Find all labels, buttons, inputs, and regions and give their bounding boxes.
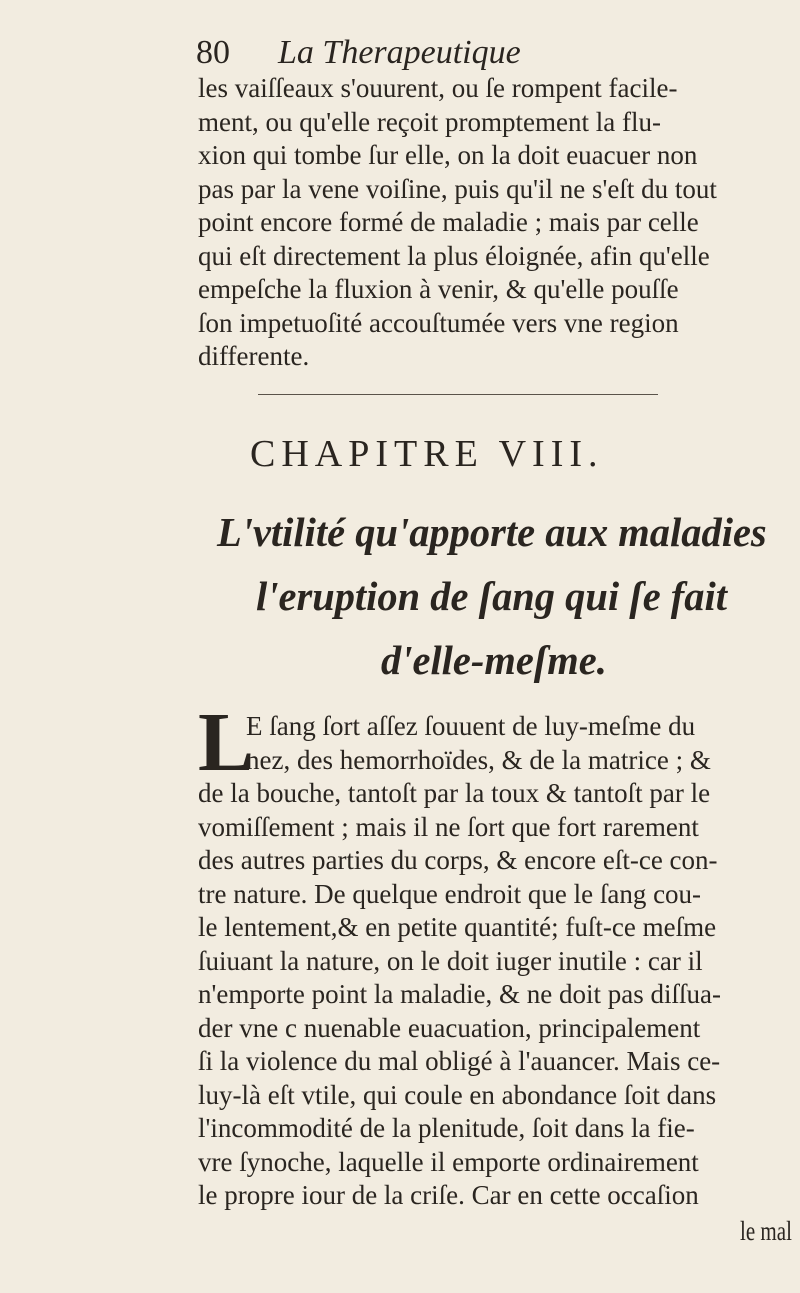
text-line: ment, ou qu'elle reçoit promptement la flu- [198, 106, 661, 137]
text-line: des autres parties du corps, & encore eſt-ce con- [198, 845, 718, 875]
text-line: pas par la vene voiſine, puis qu'il ne s'eſt du tout [198, 173, 717, 204]
text-line: ſi la violence du mal obligé à l'auancer. Mais ce- [198, 1046, 721, 1076]
text-line: le lentement,& en petite quantité; fuſt-ce meſme [198, 912, 717, 942]
text-line: vre ſynoche, laquelle il emporte ordinairement [198, 1146, 699, 1177]
text-line: l'incommodité de la plenitude, ſoit dans la fie- [198, 1113, 695, 1143]
text-line: ſuiuant la nature, on le doit iuger inutile : car il [198, 945, 703, 976]
text-line: differente. [198, 341, 310, 371]
text-line: les vaiſſeaux s'ouurent, ou ſe rompent facile- [198, 73, 678, 103]
chapter-title-line: L'vtilité qu'apporte aux maladies [216, 509, 767, 555]
text-line: xion qui tombe ſur elle, on la doit euacuer non [198, 140, 698, 170]
running-title: La Therapeutique [278, 34, 521, 71]
chapter-title-line: d'elle-meſme. [380, 637, 607, 683]
chapter-title-line: l'eruption de ſang qui ſe fait [256, 573, 728, 619]
text-line: point encore formé de maladie ; mais par celle [198, 207, 699, 237]
text-line: vomiſſement ; mais il ne ſort que fort rarement [198, 811, 699, 842]
text-line: E ſang ſort aſſez ſouuent de luy-meſme du [246, 711, 696, 741]
section-divider [258, 394, 658, 395]
text-line: luy-là eſt vtile, qui coule en abondance ſoit dans [198, 1079, 717, 1110]
paragraph-continued [198, 72, 778, 374]
text-line: der vne c nuenable euacuation, principalement [198, 1012, 701, 1043]
text-line: tre nature. De quelque endroit que le ſang cou- [198, 878, 702, 909]
text-line: de la bouche, tantoſt par la toux & tantoſt par le [198, 778, 711, 808]
chapter-title [190, 500, 800, 692]
text-line: qui eſt directement la plus éloignée, afin qu'elle [198, 240, 710, 271]
page-header [196, 34, 521, 72]
text-line: n'emporte point la maladie, & ne doit pas diſſua- [198, 979, 721, 1009]
page-number: 80 [196, 34, 230, 71]
text-line: le propre iour de la criſe. Car en cette occaſion [198, 1180, 699, 1210]
text-line: empeſche la fluxion à venir, & qu'elle pouſſe [198, 274, 679, 304]
catchword: le mal [740, 1216, 792, 1246]
drop-cap: L [198, 696, 255, 789]
chapter-heading: CHAPITRE VIII. [250, 433, 604, 475]
text-line: nez, des hemorrhoïdes, & de la matrice ; & [246, 744, 711, 775]
text-line: ſon impetuoſité accouſtumée vers vne region [198, 307, 679, 338]
chapter-body [198, 710, 778, 1213]
